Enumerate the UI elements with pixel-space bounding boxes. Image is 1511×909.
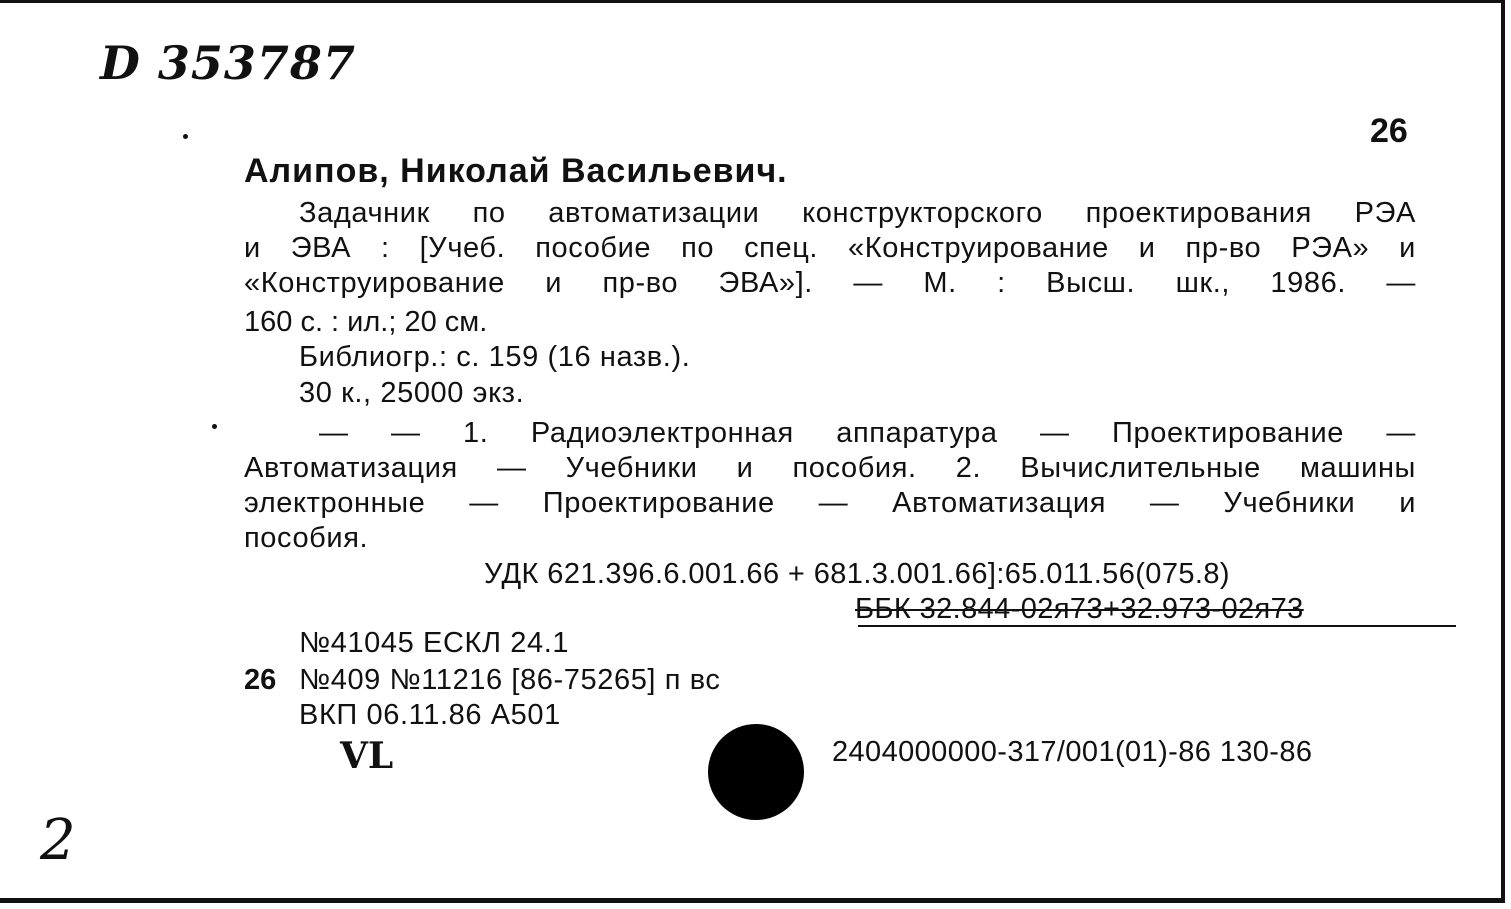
accession-line-2: №409 №11216 [86-75265] п вс [299, 664, 721, 696]
udc-classification: УДК 621.396.6.001.66 + 681.3.001.66]:65.011.56(075.8) [484, 558, 1230, 590]
corner-number: 26 [1370, 112, 1408, 150]
price-print-run: 30 к., 25000 экз. [299, 377, 525, 409]
punch-hole [708, 724, 804, 820]
accession-line-1: №41045 ЕСКЛ 24.1 [299, 627, 570, 659]
physical-extent: 160 с. : ил.; 20 см. [244, 306, 488, 338]
accession-number: 26 [244, 664, 277, 696]
bibliography-note: Библиогр.: с. 159 (16 назв.). [299, 341, 691, 373]
accession-line-3: ВКП 06.11.86 А501 [299, 699, 561, 731]
isbn-code: 2404000000-317/001(01)-86 130-86 [832, 736, 1313, 768]
title-line: и ЭВА : [Учеб. пособие по спец. «Конструирование и пр-во РЭА» и [244, 232, 1416, 264]
handwritten-mark: 2 [40, 808, 76, 873]
subject-line: — — 1. Радиоэлектронная аппаратура — Проектирование — [319, 417, 1416, 449]
bbk-underline [858, 625, 1456, 627]
title-line: Задачник по автоматизации конструкторского проектирования РЭА [299, 197, 1416, 229]
author-heading: Алипов, Николай Васильевич. [244, 152, 788, 190]
stamp-mark: VL [340, 735, 394, 777]
bbk-classification: ББК 32.844-02я73+32.973-02я73 [855, 593, 1304, 625]
title-line: «Конструирование и пр-во ЭВА»]. — М. : Высш. шк., 1986. — [244, 267, 1416, 299]
title-description [244, 196, 1416, 301]
subject-line: пособия. [244, 522, 369, 554]
ink-dot [183, 134, 188, 139]
subject-line: Автоматизация — Учебники и пособия. 2. Вычислительные машины [244, 452, 1416, 484]
subject-line: электронные — Проектирование — Автоматизация — Учебники и [244, 487, 1416, 519]
subject-headings [244, 416, 1416, 556]
ink-dot [212, 424, 217, 429]
inventory-number: D 353787 [100, 36, 356, 90]
